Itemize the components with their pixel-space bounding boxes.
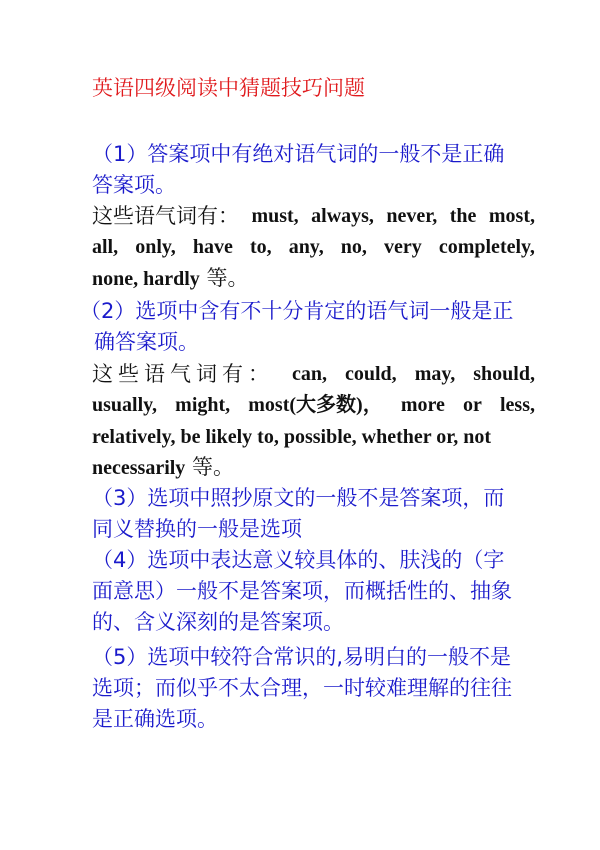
example-text: none, hardly (92, 268, 200, 290)
item-2-examples-line-4 (92, 452, 535, 483)
example-word: completely, (438, 236, 535, 258)
example-word: must, (251, 205, 299, 227)
item-1-examples-line-3 (92, 263, 535, 294)
item-4-line-1: （4）选项中表达意义较具体的、肤浅的（字 (92, 548, 505, 572)
example-word: to, (249, 236, 272, 258)
example-word: or (462, 394, 482, 416)
item-3-line-2: 同义替换的一般是选项 (92, 517, 302, 541)
example-text: necessarily (92, 457, 186, 479)
example-word: the (449, 205, 477, 227)
item-2-examples-intro: 这些语气词有： (92, 362, 274, 386)
item-4 (92, 545, 512, 638)
item-2-heading (80, 296, 513, 358)
item-2-examples-line-2 (92, 390, 535, 421)
item-1-examples-intro: 这些语气词有： (92, 204, 239, 228)
item-1-heading-line-2: 答案项。 (92, 173, 176, 197)
item-3-line-1: （3）选项中照抄原文的一般不是答案项，而 (92, 486, 505, 510)
example-word: might, (175, 394, 231, 416)
example-word: less, (499, 394, 535, 416)
example-word: usually, (92, 394, 158, 416)
example-word: always, (311, 205, 374, 227)
item-2-examples-line-1 (92, 359, 535, 390)
example-word: all, (92, 236, 119, 258)
example-word: only, (135, 236, 176, 258)
item-5-line-3: 是正确选项。 (92, 707, 218, 731)
item-4-line-2: 面意思）一般不是答案项，而概括性的、抽象 (92, 579, 512, 603)
example-word: more (400, 394, 445, 416)
example-text: relatively, be likely to, possible, whether or, not (92, 426, 492, 448)
item-3 (92, 483, 504, 545)
example-word: very (384, 236, 422, 258)
example-word: can, (292, 363, 327, 385)
item-1-heading-line-1: （1）答案项中有绝对语气词的一般不是正确 (92, 142, 505, 166)
example-word: never, (386, 205, 438, 227)
item-5-line-2: 选项；而似乎不太合理，一时较难理解的往往 (92, 676, 512, 700)
item-2-heading-line-1: （2）选项中含有不十分肯定的语气词一般是正 (80, 299, 514, 323)
example-end: 等。 (206, 266, 249, 290)
page-title: 英语四级阅读中猜题技巧问题 (92, 76, 365, 100)
item-1-examples-line-1 (92, 201, 535, 232)
item-4-line-3: 的、含义深刻的是答案项。 (92, 610, 344, 634)
item-1-examples-line-2 (92, 232, 535, 263)
item-5 (92, 642, 512, 735)
item-5-line-1: （5）选项中较符合常识的,易明白的一般不是 (92, 645, 512, 669)
example-word: no, (340, 236, 367, 258)
item-2-examples (92, 359, 535, 483)
item-2-heading-line-2: 确答案项。 (94, 330, 199, 354)
item-1-heading (92, 139, 504, 201)
item-1-examples (92, 201, 535, 294)
example-end: 等。 (192, 455, 234, 479)
example-word: have (192, 236, 233, 258)
example-word: most(大多数)， (248, 394, 383, 416)
item-2-examples-line-3 (92, 421, 535, 452)
example-word: should, (473, 363, 535, 385)
example-word: could, (345, 363, 397, 385)
example-word: may, (414, 363, 456, 385)
example-word: most, (488, 205, 535, 227)
example-word: any, (288, 236, 324, 258)
